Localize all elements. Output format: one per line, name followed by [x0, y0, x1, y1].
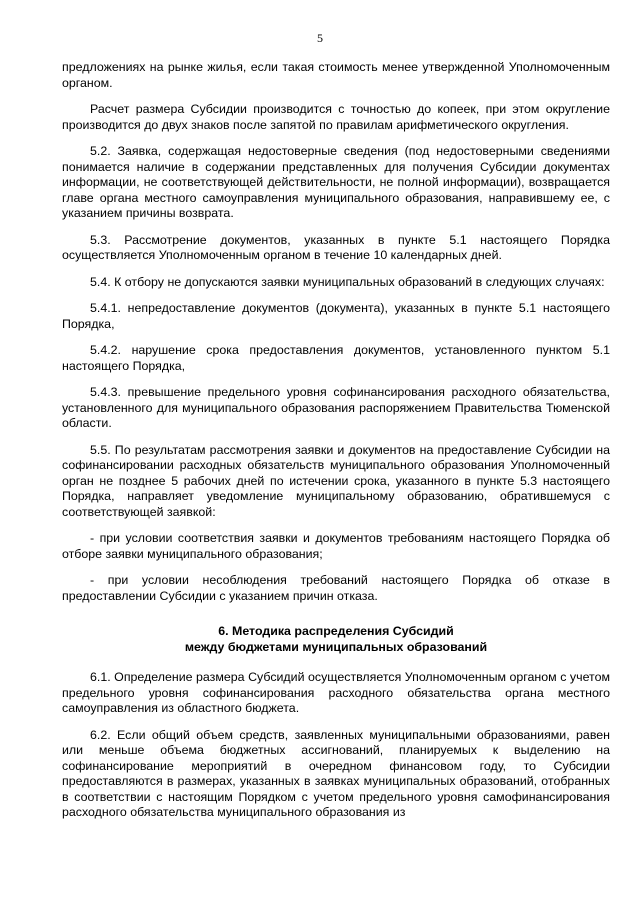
paragraph: 5.4.3. превышение предельного уровня софинансирования расходного обязательства, установленного для муниципального образования распоряжением Правительства Тюменской области.	[62, 385, 610, 430]
section-heading	[62, 624, 610, 655]
section-heading-line: между бюджетами муниципальных образований	[184, 639, 488, 654]
section-heading-line: 6. Методика распределения Субсидий	[218, 624, 454, 638]
paragraph: 5.4.1. непредоставление документов (документа), указанных в пункте 5.1 настоящего Порядка,	[62, 301, 610, 331]
paragraph: 5.4.2. нарушение срока предоставления документов, установленного пунктом 5.1 настоящего Порядка,	[62, 343, 610, 373]
document-body	[62, 60, 610, 832]
paragraph: предложениях на рынке жилья, если такая стоимость менее утвержденной Уполномоченным органом.	[62, 60, 610, 90]
paragraph: - при условии несоблюдения требований настоящего Порядка об отказе в предоставлении Субсидии с указанием причин отказа.	[62, 573, 610, 603]
paragraph: 5.5. По результатам рассмотрения заявки и документов на предоставление Субсидии на софинансировании расходных обязательств муниципального образования Уполномоченный орган не позднее 5 рабочих дней по истечении срока, указанного в пункте 5.3 настоящего Порядка, направляет уведомление муниципальному образованию, обратившемуся с соответствующей заявкой:	[62, 442, 610, 519]
paragraph: 5.2. Заявка, содержащая недостоверные сведения (под недостоверными сведениями понимается наличие в содержании представленных для получения Субсидии документах информации, не соответствующей действительности, не полной информации), возвращается главе органа местного самоуправления муниципального образования, направившему ее, с указанием причины возврата.	[62, 144, 610, 220]
paragraph: 5.3. Рассмотрение документов, указанных в пункте 5.1 настоящего Порядка осуществляется Уполномоченным органом в течение 10 календарных дней.	[62, 232, 610, 262]
page-number: 5	[317, 31, 323, 45]
paragraph: 5.4. К отбору не допускаются заявки муниципальных образований в следующих случаях:	[90, 274, 605, 289]
paragraph: - при условии соответствия заявки и документов требованиям настоящего Порядка об отборе заявки муниципального образования;	[62, 531, 610, 561]
paragraph: 6.2. Если общий объем средств, заявленных муниципальными образованиями, равен или меньше объема бюджетных ассигнований, планируемых к выделению на софинансирование мероприятий в очередном финансовом году, то Субсидии предоставляются в размерах, указанных в заявках муниципальных образований, отобранных в соответствии с настоящим Порядком с учетом предельного уровня самофинансирования расходного обязательства муниципального образования из	[62, 727, 610, 819]
paragraph: Расчет размера Субсидии производится с точностью до копеек, при этом округление производится до двух знаков после запятой по правилам арифметического округления.	[62, 102, 610, 132]
paragraph: 6.1. Определение размера Субсидий осуществляется Уполномоченным органом с учетом предельного уровня софинансирования расходного обязательства органа местного самоуправления из областного бюджета.	[62, 670, 610, 715]
